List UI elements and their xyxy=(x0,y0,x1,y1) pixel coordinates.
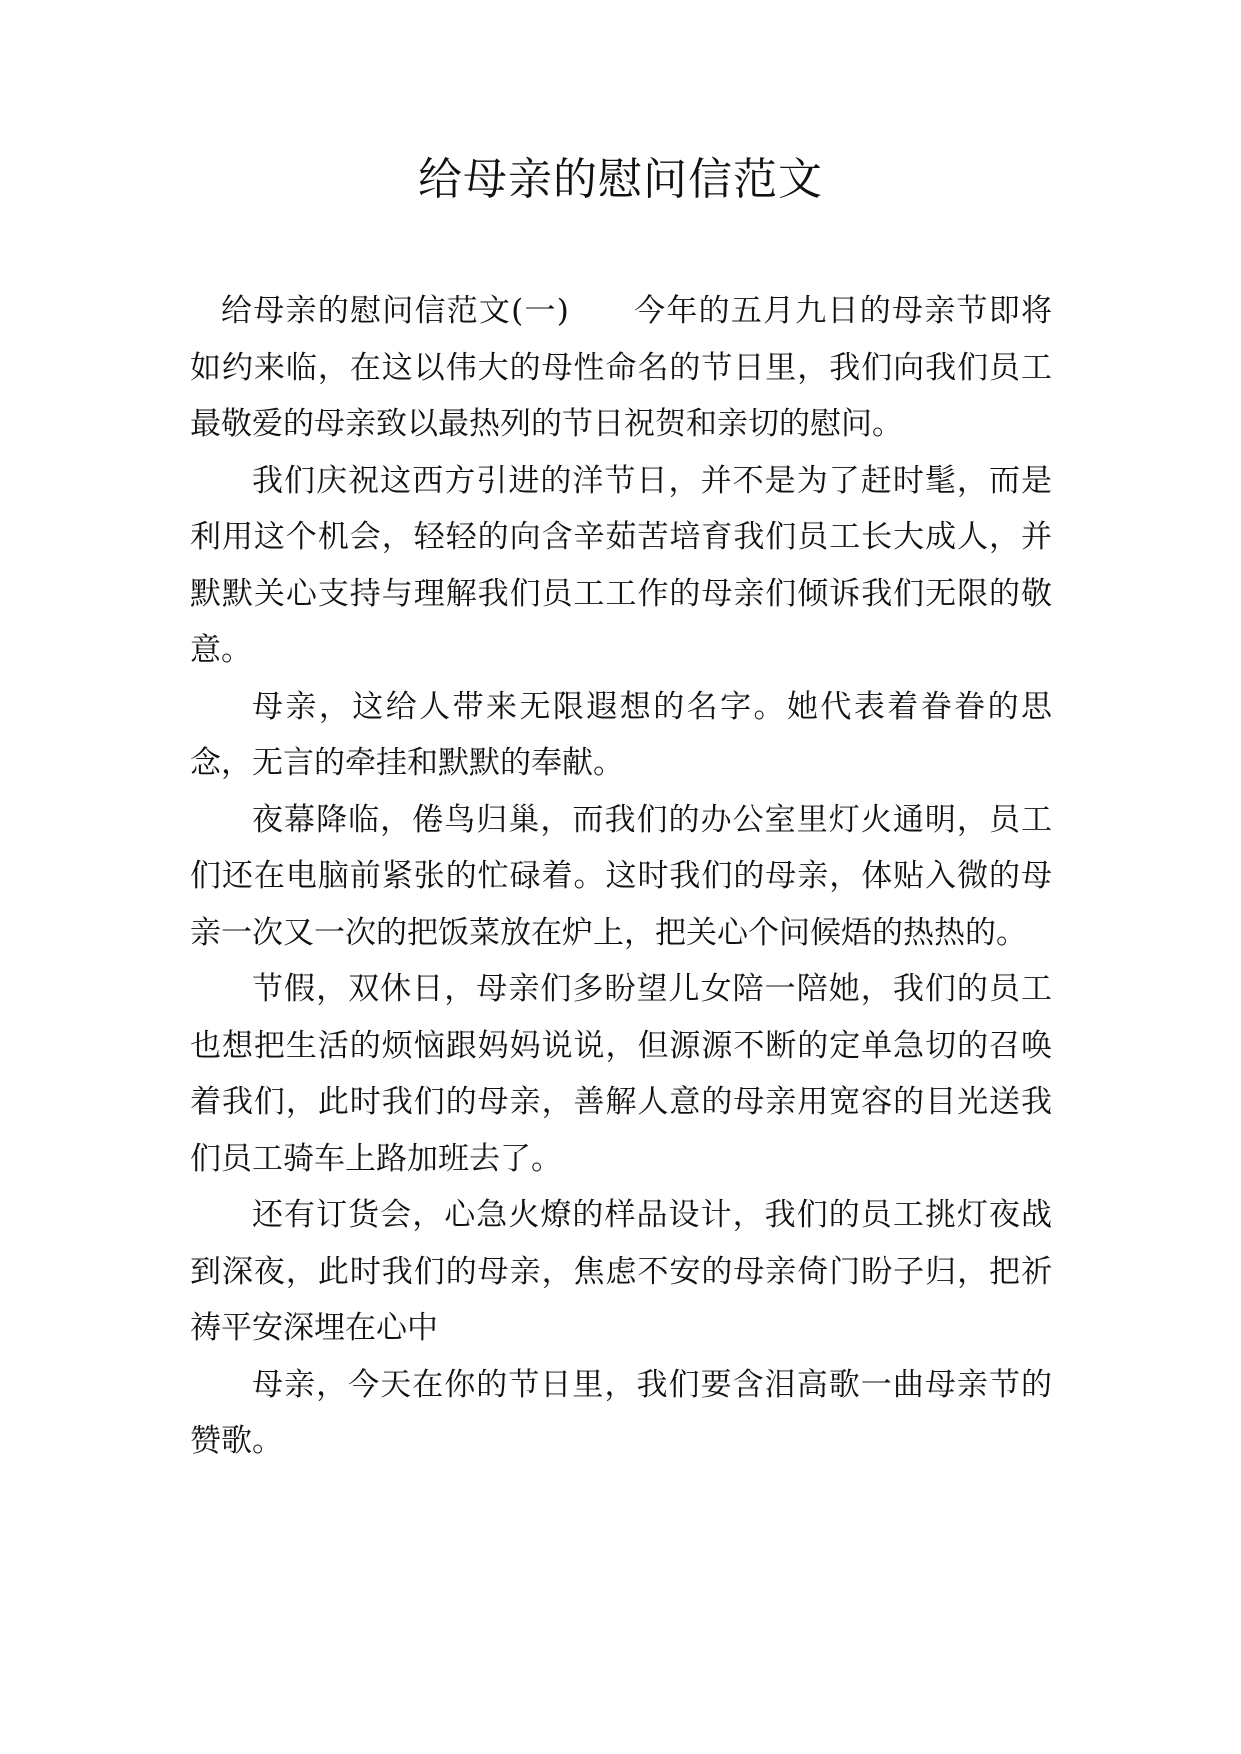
document-title: 给母亲的慰问信范文 xyxy=(418,154,823,205)
paragraph-3: 母亲，这给人带来无限遐想的名字。她代表着眷眷的思念，无言的牵挂和默默的奉献。 xyxy=(190,688,1052,781)
paragraph-1-text: 今年的五月九日的母亲节即将如约来临，在这以伟大的母性命名的节日里，我们向我们员工最敬爱的母亲致以最热列的节日祝贺和亲切的慰问。 xyxy=(190,293,1053,442)
paragraph-5: 节假，双休日，母亲们多盼望儿女陪一陪她，我们的员工也想把生活的烦恼跟妈妈说说，但源源不断的定单急切的召唤着我们，此时我们的母亲，善解人意的母亲用宽容的目光送我们员工骑车上路加班去了。 xyxy=(190,971,1052,1177)
section-heading: 给母亲的慰问信范文(一) xyxy=(221,293,569,329)
paragraph-7: 母亲，今天在你的节日里，我们要含泪高歌一曲母亲节的赞歌。 xyxy=(190,1366,1052,1459)
paragraph-6: 还有订货会，心急火燎的样品设计，我们的员工挑灯夜战到深夜，此时我们的母亲，焦虑不安的母亲倚门盼子归，把祈祷平安深埋在心中 xyxy=(190,1197,1052,1346)
paragraph-4: 夜幕降临，倦鸟归巢，而我们的办公室里灯火通明，员工们还在电脑前紧张的忙碌着。这时我们的母亲，体贴入微的母亲一次又一次的把饭菜放在炉上，把关心个问候焐的热热的。 xyxy=(190,801,1052,951)
document-body xyxy=(190,283,1052,1470)
paragraph-2: 我们庆祝这西方引进的洋节日，并不是为了赶时髦，而是利用这个机会，轻轻的向含辛茹苦培育我们员工长大成人，并默默关心支持与理解我们员工工作的母亲们倾诉我们无限的敬意。 xyxy=(190,462,1052,668)
paragraph-1 xyxy=(190,283,1052,453)
